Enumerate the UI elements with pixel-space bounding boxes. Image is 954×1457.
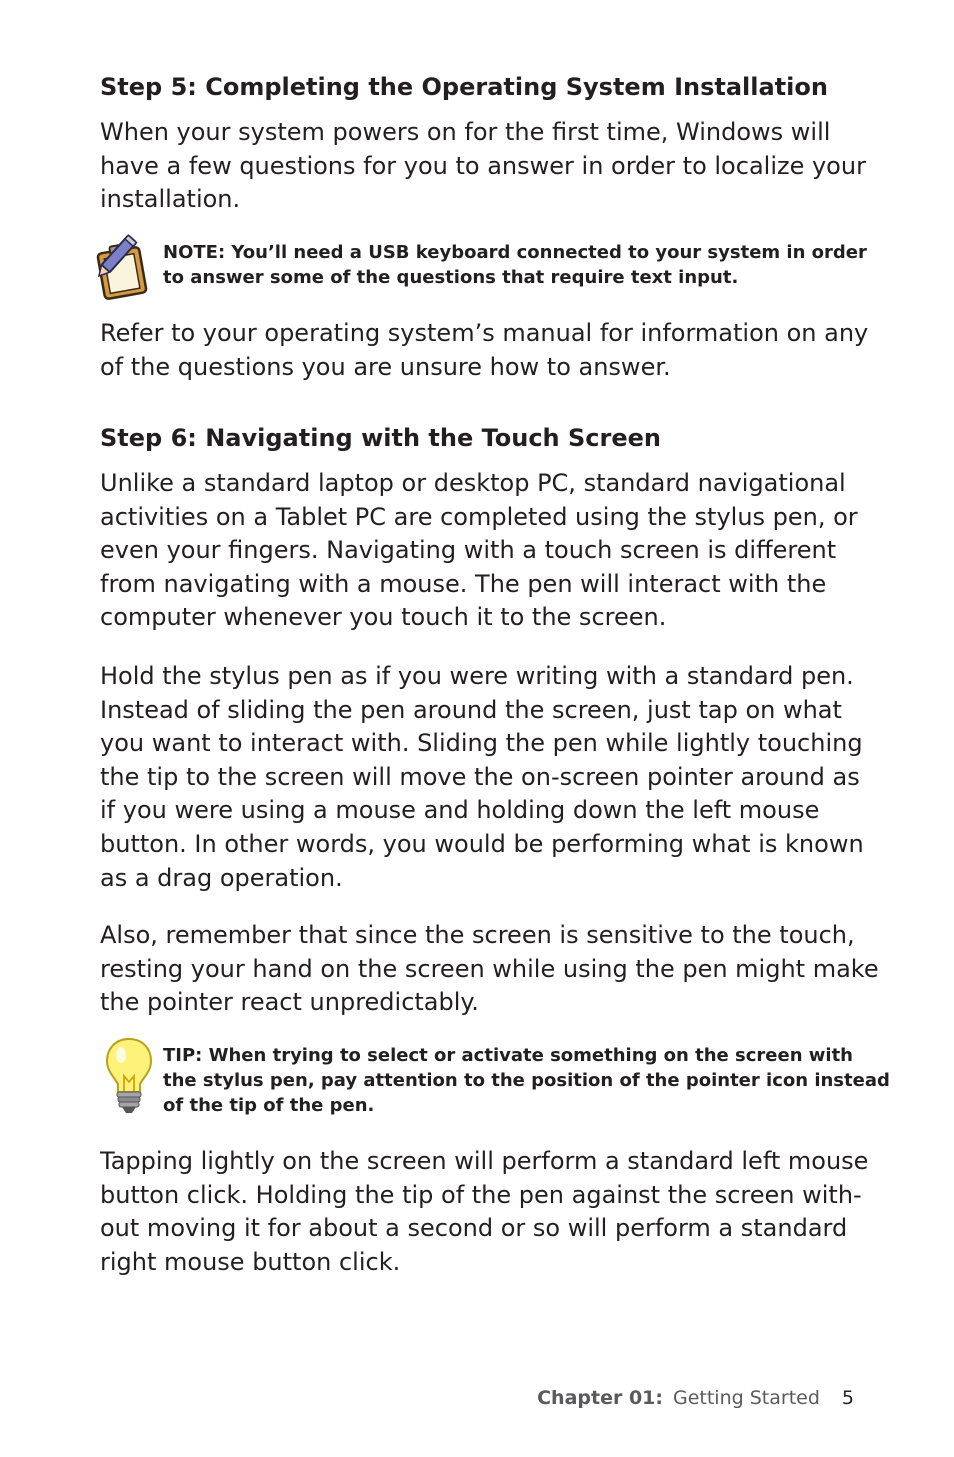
lightbulb-icon — [104, 1036, 154, 1116]
step6-heading: Step 6: Navigating with the Touch Screen — [100, 424, 661, 452]
step6-stylus-paragraph: Hold the stylus pen as if you were writing with a standard pen. Instead of sliding the pen around the screen, just tap on what you want to interact with. Sliding the pen while lightly touching the tip to the screen will move the on-screen pointer around as if you were using a mouse and holding down the left mouse button. In other words, you would be performing what is known as a drag operation. — [100, 662, 864, 892]
step6-intro-paragraph: Unlike a standard laptop or desktop PC, standard navigational activities on a Tablet PC are completed using the stylus pen, or even your fingers. Navigating with a touch screen is different from navigating with a mouse. The pen will interact with the computer whenever you touch it to the screen. — [100, 469, 858, 632]
footer-chapter-label: Chapter 01: — [537, 1387, 663, 1409]
step5-intro-paragraph: When your system powers on for the first time, Windows will have a few questions for you to answer in order to localize your installation. — [100, 118, 866, 214]
step5-refer-paragraph: Refer to your operating system’s manual for information on any of the questions you are unsure how to answer. — [100, 319, 869, 381]
step5-heading: Step 5: Completing the Operating System Installation — [100, 73, 828, 101]
page-footer — [537, 1384, 854, 1412]
page-number: 5 — [841, 1387, 854, 1409]
tip-callout: TIP: When trying to select or activate something on the screen with the stylus pen, pay attention to the position of the pointer icon instead of the tip of the pen. — [163, 1045, 890, 1116]
note-callout: NOTE: You’ll need a USB keyboard connected to your system in order to answer some of the questions that require text input. — [163, 242, 867, 288]
step6-sensitivity-paragraph: Also, remember that since the screen is sensitive to the touch, resting your hand on the screen while using the pen might make the pointer react unpredictably. — [100, 921, 879, 1017]
step6-tapping-paragraph: Tapping lightly on the screen will perform a standard left mouse button click. Holding the tip of the pen against the screen with- out moving it for about a second or so will perform a standard right mouse button click. — [100, 1147, 869, 1276]
clipboard-pencil-icon — [90, 234, 156, 300]
footer-section-title: Getting Started — [673, 1387, 820, 1409]
